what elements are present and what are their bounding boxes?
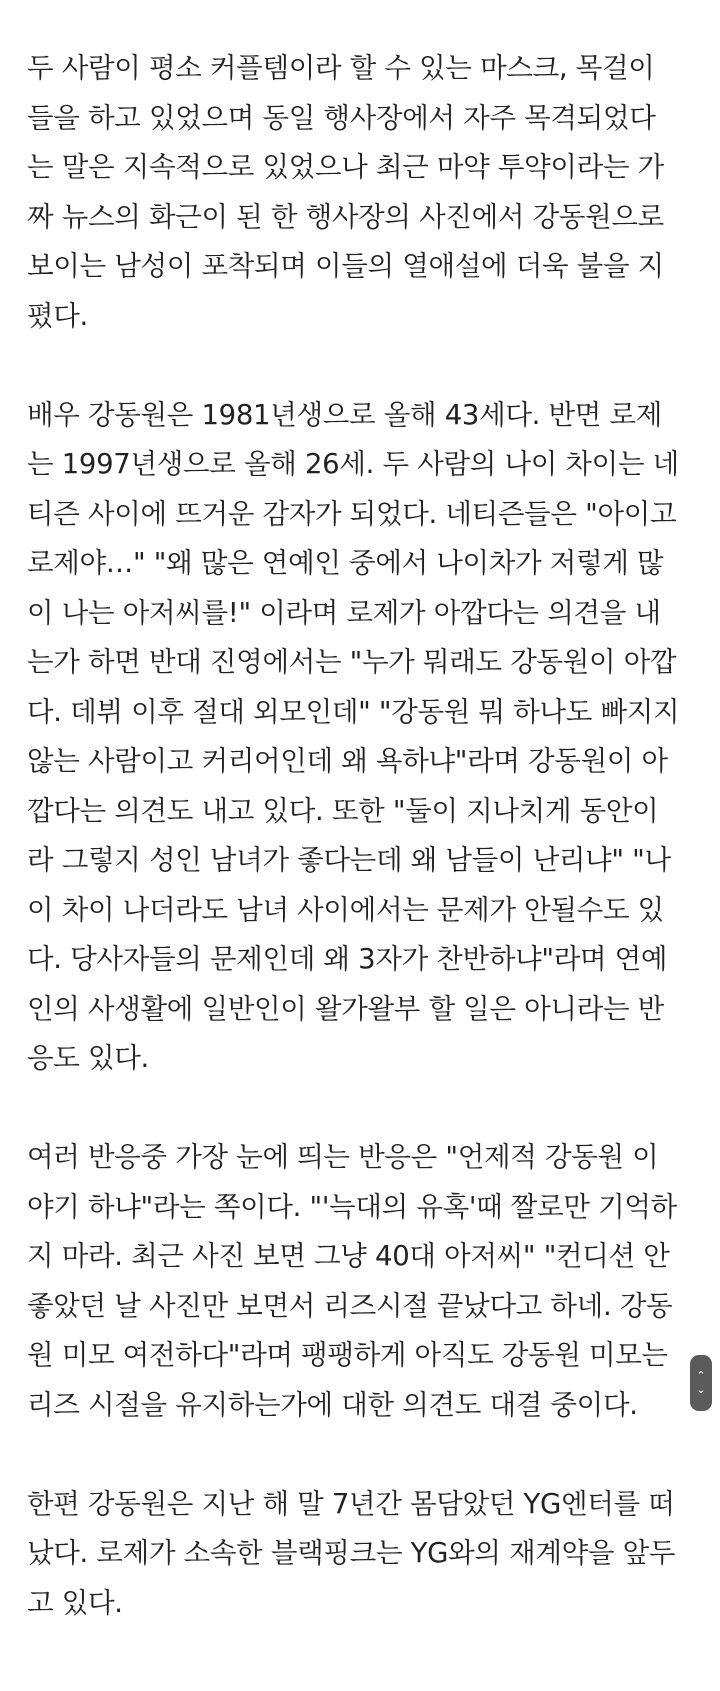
text-line: 로제야…" "왜 많은 연예인 중에서 나이차가 저렇게 많 [27,547,664,579]
text-line: 응도 있다. [27,1042,149,1074]
text-line: 보이는 남성이 포착되며 이들의 열애설에 더욱 불을 지 [27,250,664,282]
paragraph-spacer [27,1084,707,1134]
chevron-up-icon[interactable]: ⌃ [696,1369,706,1382]
article-body [27,44,707,1628]
text-line: 들을 하고 있었으며 동일 행사장에서 자주 목격되었다 [27,101,656,134]
text-line: 났다. 로제가 소속한 블랙핑크는 YG와의 재계약을 앞두 [27,1537,676,1569]
text-line: 여러 반응중 가장 눈에 띄는 반응은 "언제적 강동원 이 [27,1141,659,1173]
text-line: 다. 당사자들의 문제인데 왜 3자가 찬반하냐"라며 연예 [27,943,668,975]
text-line: 깝다는 의견도 내고 있다. 또한 "둘이 지나치게 동안이 [27,794,659,827]
text-line: 짜 뉴스의 화근이 된 한 행사장의 사진에서 강동원으로 [27,200,664,233]
text-line: 리즈 시절을 유지하는가에 대한 의견도 대결 중이다. [27,1388,638,1421]
text-line: 고 있다. [27,1586,123,1619]
text-line: 좋았던 날 사진만 보면서 리즈시절 끝났다고 하네. 강동 [27,1289,673,1322]
paragraph-2 [27,391,707,1084]
paragraph-4 [27,1480,707,1629]
text-line: 이 차이 나더라도 남녀 사이에서는 문제가 안될수도 있 [27,893,664,926]
paragraph-spacer [27,341,707,391]
text-line: 다. 데뷔 이후 절대 외모인데" "강동원 뭐 하나도 빠지지 [27,695,680,728]
text-line: 는가 하면 반대 진영에서는 "누가 뭐래도 강동원이 아깝 [27,646,677,678]
paragraph-1 [27,44,707,341]
text-line: 원 미모 여전하다"라며 팽팽하게 아직도 강동원 미모는 [27,1339,668,1371]
text-line: 폈다. [27,299,88,332]
text-line: 이 나는 아저씨를!" 이라며 로제가 아깝다는 의견을 내 [27,596,661,629]
text-line: 라 그렇지 성인 남녀가 좋다는데 왜 남들이 난리냐" "나 [27,844,671,876]
paragraph-spacer [27,1430,707,1480]
text-line: 한편 강동원은 지난 해 말 7년간 몸담았던 YG엔터를 떠 [27,1487,675,1520]
text-line: 지 마라. 최근 사진 보면 그냥 40대 아저씨" "컨디션 안 [27,1240,670,1272]
text-line: 인의 사생활에 일반인이 왈가왈부 할 일은 아니라는 반 [27,992,664,1025]
scroll-handle[interactable] [690,1355,712,1411]
text-line: 배우 강동원은 1981년생으로 올해 43세다. 반면 로제 [27,398,663,431]
text-line: 는 말은 지속적으로 있었으나 최근 마약 투약이라는 가 [27,151,664,183]
text-line: 티즌 사이에 뜨거운 감자가 되었다. 네티즌들은 "아이고 [27,497,677,530]
paragraph-3 [27,1133,707,1430]
text-line: 야기 하냐"라는 쪽이다. "'늑대의 유혹'때 짤로만 기억하 [27,1190,677,1223]
text-line: 는 1997년생으로 올해 26세. 두 사람의 나이 차이는 네 [27,448,679,480]
text-line: 않는 사람이고 커리어인데 왜 욕하냐"라며 강동원이 아 [27,745,668,777]
text-line: 두 사람이 평소 커플템이라 할 수 있는 마스크, 목걸이 [27,52,655,84]
chevron-down-icon[interactable]: ⌄ [696,1383,706,1396]
